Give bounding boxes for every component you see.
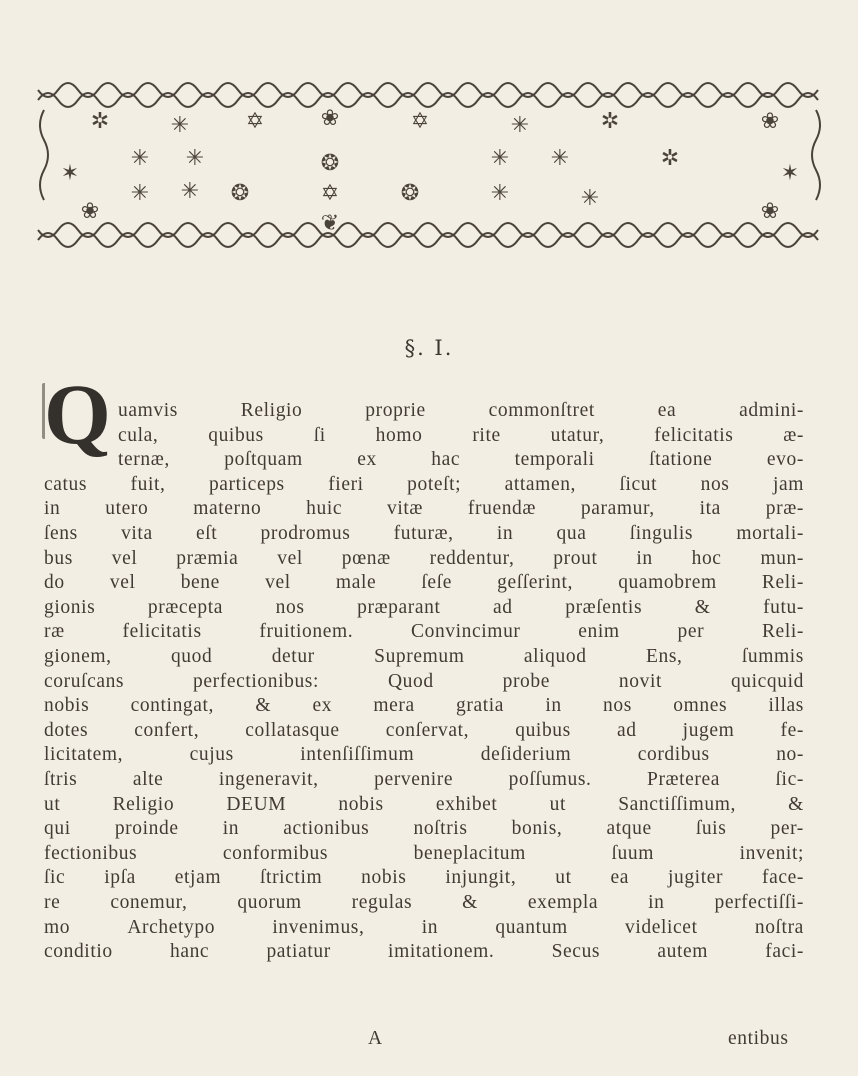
word: probe — [502, 670, 550, 692]
word: bus — [44, 547, 73, 569]
ornament-star-icon: ✳ — [130, 181, 150, 206]
ornament-top-band-2 — [38, 83, 818, 97]
word: mun- — [760, 547, 804, 569]
word: injungit, — [445, 867, 517, 889]
word: homo — [375, 424, 423, 446]
word: ſtatione — [649, 449, 713, 471]
word: per- — [770, 818, 804, 840]
word: quantum — [495, 916, 568, 938]
word: regulas — [351, 892, 413, 913]
word: mo — [44, 916, 71, 938]
ornament-flourish-icon: ❦ — [320, 211, 340, 236]
word: cordibus — [637, 744, 710, 766]
word: Ens, — [645, 646, 683, 667]
word: poteſt; — [407, 473, 462, 495]
word: aliquod — [523, 646, 587, 667]
ornament-star-icon: ✡ — [410, 109, 430, 134]
section-heading: §. I. — [404, 336, 454, 360]
word: & — [694, 596, 711, 618]
word: in — [496, 523, 514, 544]
word: ſens — [44, 523, 78, 544]
word: nos — [275, 596, 305, 618]
ornament-star-icon: ✡ — [245, 109, 265, 134]
word: quicquid — [730, 670, 804, 692]
word: fieri — [328, 473, 364, 495]
word: faci- — [765, 941, 804, 963]
word: futuræ, — [393, 523, 454, 544]
word: proprie — [365, 400, 426, 421]
word: in — [44, 498, 61, 520]
word: ræ — [44, 621, 65, 643]
word: pœnæ — [341, 547, 391, 569]
word: ſtrictim — [260, 867, 323, 889]
word: hoc — [691, 547, 722, 569]
word: licitatem, — [44, 744, 124, 766]
word: ad — [493, 596, 513, 618]
word: huic — [306, 498, 343, 520]
word: Sanctiſſimum, — [618, 793, 736, 815]
word: do — [44, 572, 65, 594]
word: Supremum — [374, 646, 465, 667]
word: præmia — [176, 547, 239, 569]
word: nobis — [44, 695, 90, 717]
word: pervenire — [374, 769, 454, 790]
ornament-left-column — [40, 110, 48, 200]
ornament-flower-icon: ❀ — [320, 106, 340, 131]
word: cujus — [189, 744, 234, 766]
ornament-star-icon: ✳ — [510, 113, 530, 138]
word: ſuum — [611, 842, 654, 864]
word: alte — [132, 769, 164, 790]
word: fuit, — [130, 473, 166, 495]
word: ſuis — [695, 818, 727, 840]
word: ita — [699, 498, 721, 520]
word: collatasque — [245, 719, 340, 741]
ornament-star-icon: ✲ — [660, 146, 680, 171]
word: ea — [657, 400, 677, 421]
word: quorum — [237, 892, 302, 913]
word: reddentur, — [429, 547, 515, 569]
ornament-right-column — [812, 110, 820, 200]
word: invenit; — [739, 842, 804, 864]
text-line — [118, 424, 804, 447]
word: materno — [193, 498, 262, 520]
word: imitationem. — [388, 941, 495, 963]
word: fe- — [780, 719, 804, 741]
word: DEUM — [226, 793, 287, 815]
text-line — [44, 817, 804, 840]
word: prodromus — [260, 523, 351, 544]
word: geſſerint, — [497, 572, 573, 594]
word: omnes — [673, 695, 728, 717]
word: paramur, — [580, 498, 655, 520]
ornament-star-icon: ✲ — [90, 109, 110, 134]
ornament-star-icon: ✳ — [130, 146, 150, 171]
text-line — [44, 497, 804, 520]
word: ut — [555, 867, 572, 889]
word: nobis — [338, 793, 384, 815]
word: evo- — [766, 449, 804, 471]
ornament-flower-icon: ❀ — [760, 199, 780, 224]
word: Quod — [387, 670, 434, 692]
word: detur — [271, 646, 315, 667]
text-line — [44, 719, 804, 742]
word: quibus — [515, 719, 571, 741]
word: ea — [610, 867, 630, 889]
word: in — [222, 818, 240, 840]
word: temporali — [514, 449, 595, 471]
word: perfectiſſi- — [714, 892, 804, 913]
text-line — [44, 891, 804, 914]
word: jugiter — [667, 867, 724, 889]
word: patiatur — [266, 941, 331, 963]
word: ſingulis — [629, 523, 694, 544]
word: Archetypo — [127, 916, 216, 938]
word: & — [255, 695, 272, 717]
word: & — [462, 892, 478, 913]
ornament-rosette-icon: ❂ — [320, 151, 340, 176]
word: qua — [556, 523, 587, 544]
text-line — [44, 768, 804, 791]
catchword: entibus — [728, 1028, 789, 1049]
ornament-star-icon: ✳ — [185, 146, 205, 171]
word: ſic — [44, 867, 66, 889]
word: attamen, — [504, 473, 577, 495]
word: catus — [44, 473, 88, 495]
word: autem — [657, 941, 709, 963]
word: vel — [265, 572, 291, 594]
text-line — [44, 842, 804, 865]
ornament-bottom-band — [38, 233, 818, 247]
word: admini- — [739, 400, 804, 421]
ornament-flower-icon: ❀ — [80, 199, 100, 224]
word: conſervat, — [385, 719, 470, 741]
word: in — [545, 695, 562, 717]
word: præcepta — [147, 596, 224, 618]
word: atque — [606, 818, 652, 840]
word: nos — [603, 695, 632, 717]
word: beneplacitum — [413, 842, 526, 864]
word: ſummis — [741, 646, 804, 667]
word: præparant — [357, 596, 441, 618]
word: conformibus — [222, 842, 329, 864]
text-line — [44, 743, 804, 766]
word: conemur, — [110, 892, 188, 913]
text-line — [44, 620, 804, 643]
text-line — [118, 399, 804, 422]
word: in — [421, 916, 439, 938]
word: felicitatis — [122, 621, 202, 643]
word: illas — [768, 695, 804, 717]
word: gratia — [456, 695, 505, 717]
text-line — [44, 694, 804, 717]
text-line — [44, 940, 804, 963]
word: noſtra — [754, 916, 804, 938]
ornament-star-icon: ✳ — [550, 146, 570, 171]
word: cula, — [118, 424, 159, 446]
word: in — [648, 892, 665, 913]
ornament-star-icon: ✶ — [60, 161, 80, 186]
text-line — [44, 793, 804, 816]
word: re — [44, 892, 61, 913]
word: mera — [373, 695, 415, 717]
word: nobis — [361, 867, 407, 889]
word: confert, — [134, 719, 200, 741]
word: in — [636, 547, 653, 569]
word: æ- — [783, 424, 804, 446]
word: exhibet — [435, 793, 498, 815]
word: vel — [109, 572, 136, 594]
word: videlicet — [625, 916, 698, 938]
word: ſtris — [44, 769, 78, 790]
word: ad — [616, 719, 637, 741]
word: Reli- — [761, 621, 804, 643]
ornament-star-icon: ✳ — [170, 113, 190, 138]
text-line — [44, 571, 804, 594]
word: ſicut — [619, 473, 658, 495]
word: qui — [44, 818, 71, 840]
word: poſtquam — [224, 449, 303, 471]
text-line — [44, 547, 804, 570]
text-line — [44, 916, 804, 939]
text-line — [44, 670, 804, 693]
word: enim — [578, 621, 620, 643]
word: ex — [312, 695, 333, 717]
word: felicitatis — [654, 424, 734, 446]
word: fectionibus — [44, 842, 138, 864]
word: intenſiſſimum — [300, 744, 415, 766]
word: ſi — [313, 424, 326, 446]
word: ſic- — [775, 769, 804, 790]
ornament-star-icon: ✲ — [600, 109, 620, 134]
ornament-star-icon: ✡ — [320, 181, 340, 206]
word: quibus — [208, 424, 264, 446]
word: gionis — [44, 596, 96, 618]
word: exempla — [527, 892, 599, 913]
word: dotes — [44, 719, 89, 741]
word: novit — [618, 670, 663, 692]
word: jam — [772, 473, 804, 495]
word: bene — [180, 572, 220, 594]
word: utero — [105, 498, 149, 520]
word: Reli- — [761, 572, 804, 594]
ornament-bottom-band-2 — [38, 223, 818, 237]
word: vel — [111, 547, 138, 569]
word: particeps — [208, 473, 285, 495]
word: etjam — [174, 867, 222, 889]
word: præſentis — [565, 596, 643, 618]
word: vitæ — [387, 498, 424, 520]
word: futu- — [763, 596, 804, 618]
word: ternæ, — [118, 449, 170, 471]
decorated-initial-letter: Q — [44, 366, 111, 462]
word: invenimus, — [272, 916, 365, 938]
word: mortali- — [736, 523, 804, 544]
word: gionem, — [44, 646, 112, 667]
word: male — [335, 572, 377, 594]
text-line — [44, 645, 804, 668]
word: bonis, — [511, 818, 563, 840]
word: no- — [776, 744, 804, 766]
word: ſeſe — [421, 572, 452, 594]
word: Religio — [240, 400, 303, 421]
word: vel — [277, 547, 303, 569]
word: eſt — [195, 523, 218, 544]
text-line — [44, 866, 804, 889]
word: poſſumus. — [508, 769, 592, 790]
word: ex — [357, 449, 377, 471]
text-line — [44, 596, 804, 619]
text-line — [118, 448, 804, 471]
ornament-rosette-icon: ❂ — [400, 181, 420, 206]
word: per — [677, 621, 705, 643]
word: rite — [472, 424, 501, 446]
word: & — [788, 793, 804, 815]
ornament-flower-icon: ❀ — [760, 109, 780, 134]
word: Religio — [112, 793, 175, 815]
word: quamobrem — [618, 572, 717, 594]
decorative-header-ornament — [30, 70, 830, 255]
ornament-rosette-icon: ❂ — [230, 181, 250, 206]
word: vita — [121, 523, 153, 544]
word: noſtris — [413, 818, 468, 840]
word: conditio — [44, 941, 113, 963]
ornament-star-icon: ✳ — [490, 181, 510, 206]
text-line — [44, 522, 804, 545]
word: hac — [431, 449, 461, 471]
ornament-star-icon: ✳ — [490, 146, 510, 171]
word: ut — [44, 793, 61, 815]
word: fruitionem. — [259, 621, 354, 643]
word: Convincimur — [411, 621, 521, 643]
word: ipſa — [104, 867, 136, 889]
word: perfectionibus: — [193, 670, 320, 692]
word: Præterea — [647, 769, 721, 790]
word: hanc — [169, 941, 210, 963]
word: ut — [549, 793, 567, 815]
ornament-star-icon: ✳ — [180, 179, 200, 204]
word: ingeneravit, — [218, 769, 319, 790]
word: proinde — [114, 818, 179, 840]
word: deſiderium — [480, 744, 572, 766]
word: commonſtret — [488, 400, 595, 421]
ornament-star-icon: ✶ — [780, 161, 800, 186]
word: jugem — [682, 719, 735, 741]
word: contingat, — [130, 695, 215, 717]
word: fruendæ — [467, 498, 537, 520]
word: uamvis — [118, 400, 178, 421]
word: face- — [762, 867, 804, 889]
signature-mark: A — [368, 1028, 383, 1049]
word: Secus — [551, 941, 601, 963]
ornament-star-icon: ✳ — [580, 186, 600, 211]
word: nos — [700, 473, 730, 495]
word: præ- — [765, 498, 804, 520]
word: quod — [170, 646, 213, 667]
word: prout — [553, 547, 598, 569]
text-line — [44, 473, 804, 496]
word: coruſcans — [44, 670, 125, 692]
word: utatur, — [550, 424, 605, 446]
ornament-top-band — [38, 93, 818, 107]
word: actionibus — [283, 818, 370, 840]
